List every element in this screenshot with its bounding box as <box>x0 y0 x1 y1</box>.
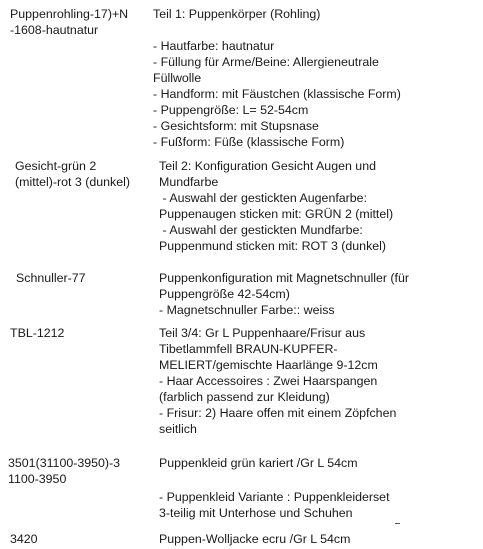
item-description <box>159 455 483 521</box>
item-desc-line: seitlich <box>159 422 197 436</box>
item-code-line: TBL-1212 <box>10 326 65 340</box>
item-desc-line: Puppenaugen sticken mit: GRÜN 2 (mittel) <box>159 207 394 221</box>
item-desc-line: Puppenkonfiguration mit Magnetschnuller (für <box>159 271 410 285</box>
item-desc-line: - Auswahl der gestickten Augenfarbe: <box>159 191 368 205</box>
item-desc-line: - Auswahl der gestickten Mundfarbe: <box>159 223 363 237</box>
item-desc-spacer <box>159 471 483 489</box>
item-code <box>15 158 130 190</box>
item-code <box>10 325 64 341</box>
item-description <box>159 270 483 318</box>
item-desc-line: MELIERT/gemischte Haarlänge 9-12cm <box>159 358 378 372</box>
item-desc-line: Teil 1: Puppenkörper (Rohling) <box>153 7 321 21</box>
item-desc-line: Puppenmund sticken mit: ROT 3 (dunkel) <box>159 239 387 253</box>
item-desc-line: - Puppenkleid Variante : Puppenkleiderset <box>159 490 390 504</box>
item-description <box>153 6 483 150</box>
item-code <box>10 531 38 547</box>
item-code-line: 3501(31100-3950)-3 <box>8 456 121 470</box>
item-desc-line: Tibetlammfell BRAUN-KUPFER- <box>159 342 338 356</box>
item-desc-line: Teil 2: Konfiguration Gesicht Augen und <box>159 159 376 173</box>
item-code-line: 1100-3950 <box>8 472 67 486</box>
item-desc-line: - Gesichtsform: mit Stupsnase <box>153 119 319 133</box>
item-desc-line: Puppengröße 42-54cm) <box>159 287 290 301</box>
item-code-line: 3420 <box>10 532 38 546</box>
item-desc-spacer <box>153 22 483 38</box>
item-desc-line: - Haar Accessoires : Zwei Haarspangen <box>159 374 378 388</box>
item-desc-line: - Frisur: 2) Haare offen mit einem Zöpfchen <box>159 406 397 420</box>
item-desc-line: - Magnetschnuller Farbe:: weiss <box>159 303 335 317</box>
item-code <box>16 270 86 286</box>
item-code-line: (mittel)-rot 3 (dunkel) <box>15 175 130 189</box>
item-desc-line: Füllwolle <box>153 71 202 85</box>
item-desc-line: - Fußform: Füße (klassische Form) <box>153 135 345 149</box>
item-code-line: -1608-hautnatur <box>10 23 99 37</box>
stray-mark <box>395 523 400 524</box>
item-desc-line: Puppen-Wolljacke ecru /Gr L 54cm <box>159 532 351 546</box>
item-desc-line: Teil 3/4: Gr L Puppenhaare/Frisur aus <box>159 326 366 340</box>
item-desc-line: Mundfarbe <box>159 175 219 189</box>
item-desc-line: - Handform: mit Fäustchen (klassische Form) <box>153 87 401 101</box>
item-description <box>159 325 483 437</box>
item-desc-line: - Puppengröße: L= 52-54cm <box>153 103 309 117</box>
item-description <box>159 158 483 254</box>
item-desc-line: Puppenkleid grün kariert /Gr L 54cm <box>159 456 358 470</box>
item-code-line: Schnuller-77 <box>16 271 86 285</box>
item-code-line: Gesicht-grün 2 <box>15 159 97 173</box>
item-code <box>8 455 120 487</box>
item-description <box>159 531 483 547</box>
item-desc-line: - Hautfarbe: hautnatur <box>153 39 275 53</box>
item-desc-line: (farblich passend zur Kleidung) <box>159 390 330 404</box>
item-desc-line: - Füllung für Arme/Beine: Allergieneutrale <box>153 55 379 69</box>
item-desc-line: 3-teilig mit Unterhose und Schuhen <box>159 506 353 520</box>
item-code <box>10 6 128 38</box>
item-code-line: Puppenrohling-17)+N <box>10 7 129 21</box>
